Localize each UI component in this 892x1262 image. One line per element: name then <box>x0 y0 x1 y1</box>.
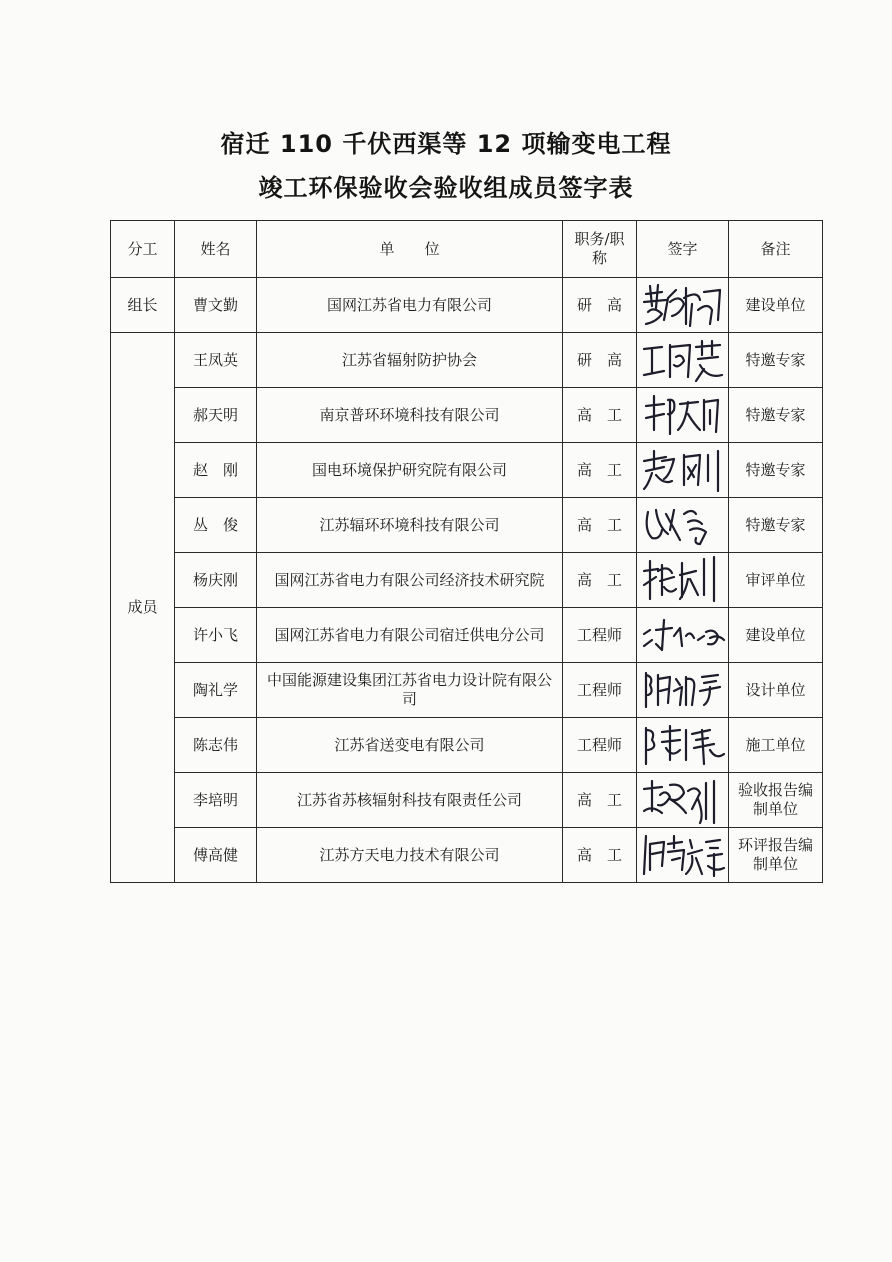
member-name: 傅高健 <box>175 828 257 883</box>
member-unit: 江苏省送变电有限公司 <box>257 718 563 773</box>
member-remark: 验收报告编制单位 <box>729 773 823 828</box>
handwritten-signature <box>640 665 726 715</box>
member-signature <box>637 773 729 828</box>
member-title: 高 工 <box>563 498 637 553</box>
member-name: 许小飞 <box>175 608 257 663</box>
group-members-label: 成员 <box>111 333 175 883</box>
member-title: 高 工 <box>563 388 637 443</box>
handwritten-signature <box>640 775 726 825</box>
member-name: 陈志伟 <box>175 718 257 773</box>
member-unit: 国网江苏省电力有限公司宿迁供电分公司 <box>257 608 563 663</box>
member-title: 高 工 <box>563 828 637 883</box>
member-remark: 建设单位 <box>729 608 823 663</box>
member-signature <box>637 718 729 773</box>
handwritten-signature <box>640 720 726 770</box>
table-row <box>111 828 823 883</box>
header-role: 分工 <box>111 221 175 278</box>
table-row <box>111 443 823 498</box>
member-signature <box>637 388 729 443</box>
table-row <box>111 608 823 663</box>
member-title: 高 工 <box>563 773 637 828</box>
member-unit: 中国能源建设集团江苏省电力设计院有限公司 <box>257 663 563 718</box>
signature-table <box>110 220 823 883</box>
header-title: 职务/职称 <box>563 221 637 278</box>
member-remark: 设计单位 <box>729 663 823 718</box>
member-name: 陶礼学 <box>175 663 257 718</box>
member-signature <box>637 608 729 663</box>
member-remark: 审评单位 <box>729 553 823 608</box>
member-remark: 施工单位 <box>729 718 823 773</box>
table-row <box>111 278 823 333</box>
handwritten-signature <box>640 830 726 880</box>
member-remark: 特邀专家 <box>729 388 823 443</box>
header-unit: 单 位 <box>257 221 563 278</box>
handwritten-signature <box>640 555 726 605</box>
table-row <box>111 718 823 773</box>
member-remark: 特邀专家 <box>729 498 823 553</box>
document-title-line1: 宿迁 110 千伏西渠等 12 项输变电工程 <box>220 130 672 158</box>
member-remark: 特邀专家 <box>729 443 823 498</box>
member-signature <box>637 663 729 718</box>
member-signature <box>637 553 729 608</box>
member-name: 丛 俊 <box>175 498 257 553</box>
member-title: 高 工 <box>563 443 637 498</box>
member-signature <box>637 828 729 883</box>
member-signature <box>637 333 729 388</box>
member-name: 赵 刚 <box>175 443 257 498</box>
handwritten-signature <box>640 390 726 440</box>
header-remark: 备注 <box>729 221 823 278</box>
member-name: 曹文勤 <box>175 278 257 333</box>
member-name: 郝天明 <box>175 388 257 443</box>
member-remark: 环评报告编制单位 <box>729 828 823 883</box>
member-unit: 江苏方天电力技术有限公司 <box>257 828 563 883</box>
member-unit: 江苏辐环环境科技有限公司 <box>257 498 563 553</box>
member-unit: 江苏省辐射防护协会 <box>257 333 563 388</box>
member-unit: 国网江苏省电力有限公司经济技术研究院 <box>257 553 563 608</box>
member-title: 工程师 <box>563 608 637 663</box>
member-signature <box>637 443 729 498</box>
header-name: 姓名 <box>175 221 257 278</box>
handwritten-signature <box>640 335 726 385</box>
member-name: 杨庆刚 <box>175 553 257 608</box>
member-unit: 江苏省苏核辐射科技有限责任公司 <box>257 773 563 828</box>
member-name: 李培明 <box>175 773 257 828</box>
table-row <box>111 498 823 553</box>
table-row <box>111 663 823 718</box>
member-title: 研 高 <box>563 333 637 388</box>
member-unit: 南京普环环境科技有限公司 <box>257 388 563 443</box>
table-row <box>111 773 823 828</box>
member-title: 研 高 <box>563 278 637 333</box>
table-row <box>111 333 823 388</box>
member-unit: 国电环境保护研究院有限公司 <box>257 443 563 498</box>
table-row <box>111 553 823 608</box>
member-signature <box>637 498 729 553</box>
group-leader-label: 组长 <box>111 278 175 333</box>
handwritten-signature <box>640 500 726 550</box>
member-remark: 建设单位 <box>729 278 823 333</box>
member-title: 工程师 <box>563 718 637 773</box>
document-title-line2: 竣工环保验收会验收组成员签字表 <box>258 174 634 202</box>
handwritten-signature <box>640 445 726 495</box>
header-signature: 签字 <box>637 221 729 278</box>
handwritten-signature <box>640 280 726 330</box>
member-name: 王凤英 <box>175 333 257 388</box>
handwritten-signature <box>640 610 726 660</box>
member-signature <box>637 278 729 333</box>
member-remark: 特邀专家 <box>729 333 823 388</box>
member-title: 高 工 <box>563 553 637 608</box>
table-row <box>111 388 823 443</box>
member-unit: 国网江苏省电力有限公司 <box>257 278 563 333</box>
member-title: 工程师 <box>563 663 637 718</box>
